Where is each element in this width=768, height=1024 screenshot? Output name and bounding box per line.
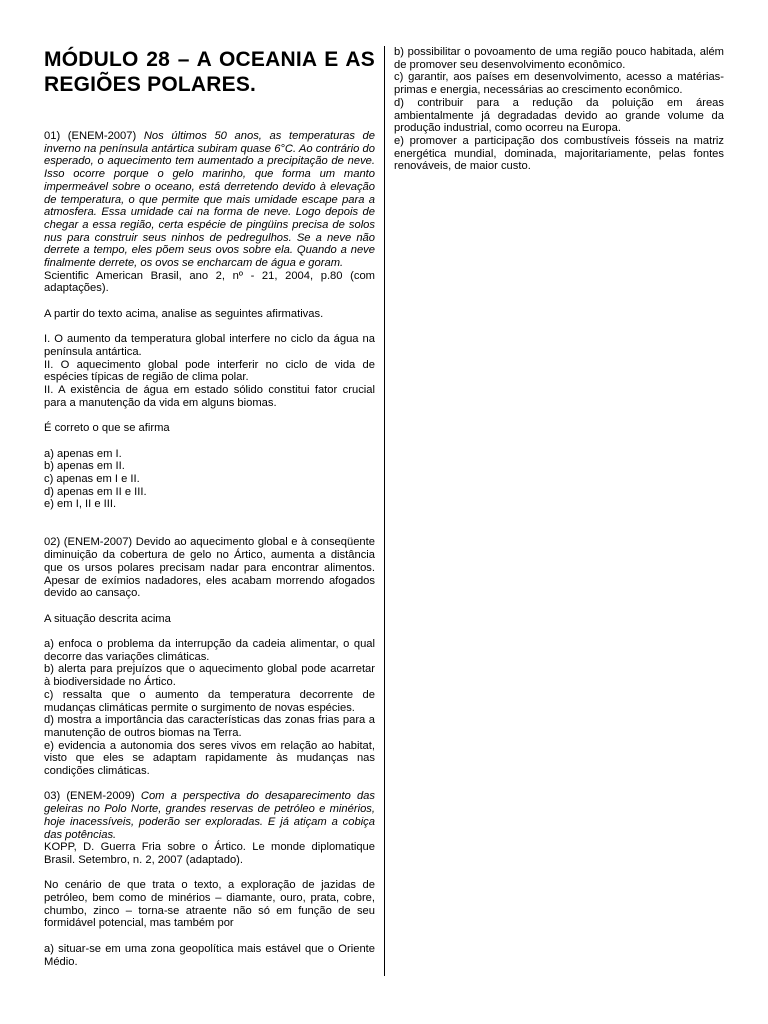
question-1-option-d: d) apenas em II e III. [44, 485, 147, 498]
question-2-option-c: c) ressalta que o aumento da temperatura decorrente de mudanças climáticas permite o surgimento de novas espécies. [44, 688, 375, 714]
page-title: MÓDULO 28 – A OCEANIA E AS REGIÕES POLARES. [44, 48, 375, 96]
question-1-option-e: e) em I, II e III. [44, 498, 117, 511]
question-1-option-a: a) apenas em I. [44, 447, 122, 460]
question-1-prompt: A partir do texto acima, analise as seguintes afirmativas. [44, 307, 324, 320]
question-3-option-b: b) possibilitar o povoamento de uma região pouco habitada, além de promover seu desenvolvimento econômico. [394, 46, 724, 71]
statement-2: II. O aquecimento global pode interferir no ciclo de vida de espécies típicas de região de clima polar. [44, 358, 375, 384]
question-3-option-a: a) situar-se em uma zona geopolítica mais estável que o Oriente Médio. [44, 942, 375, 968]
question-1-source: Scientific American Brasil, ano 2, nº - 21, 2004, p.80 (com adaptações). [44, 269, 375, 295]
question-1-lead: 01) (ENEM-2007) [44, 130, 144, 142]
question-1-option-b: b) apenas em II. [44, 460, 125, 473]
question-2-option-e: e) evidencia a autonomia dos seres vivos em relação ao habitat, visto que eles se adaptam rapidamente às mudanças nas condições climáticas. [44, 739, 375, 778]
question-2-option-a: a) enfoca o problema da interrupção da cadeia alimentar, o qual decorre das variações climáticas. [44, 638, 375, 663]
statement-3: II. A existência de água em estado sólido constitui fator crucial para a manutenção da vida em alguns biomas. [44, 384, 375, 409]
question-3-text [44, 790, 375, 841]
question-2-text: 02) (ENEM-2007) Devido ao aquecimento global e à conseqüente diminuição da cobertura de gelo no Ártico, aumenta a distância que os ursos polares precisam nadar para encontrar alimentos. Apesar de exímios nadadores, eles acabam morrendo afogados devido ao cansaço. [44, 536, 375, 600]
question-1-question: É correto o que se afirma [44, 422, 170, 435]
column-divider [384, 46, 385, 976]
statement-1: I. O aumento da temperatura global interfere no ciclo da água na península antártica. [44, 333, 375, 358]
left-column [44, 46, 375, 968]
right-column [394, 46, 724, 173]
question-3-option-e: e) promover a participação dos combustíveis fósseis na matriz energética mundial, dominada, majoritariamente, pelas fontes renováveis, de maior custo. [394, 134, 724, 173]
question-2-option-b: b) alerta para prejuízos que o aquecimento global pode acarretar à biodiversidade no Ártico. [44, 663, 375, 689]
question-3-option-c: c) garantir, aos países em desenvolvimento, acesso a matérias-primas e energia, necessárias ao crescimento econômico. [394, 71, 724, 97]
question-3-lead: 03) (ENEM-2009) [44, 790, 141, 803]
question-2-option-d: d) mostra a importância das características das zonas frias para a manutenção de outros biomas na Terra. [44, 714, 375, 739]
question-3-option-d: d) contribuir para a redução da poluição em áreas ambientalmente já degradadas devido ao grande volume da produção industrial, como ocorreu na Europa. [394, 96, 724, 135]
question-3-source: KOPP, D. Guerra Fria sobre o Ártico. Le monde diplomatique Brasil. Setembro, n. 2, 2007 (adaptado). [44, 841, 375, 866]
question-1-option-c: c) apenas em I e II. [44, 472, 140, 485]
question-3-passage: Com a perspectiva do desaparecimento das geleiras no Polo Norte, grandes reservas de petróleo e minérios, hoje inacessíveis, poderão ser exploradas. E já atiçam a cobiça das potências. [44, 790, 375, 841]
question-3-question: No cenário de que trata o texto, a exploração de jazidas de petróleo, bem como de minérios – diamante, ouro, prata, cobre, chumbo, zinco – torna-se atraente não só em função de seu formidável potencial, mas também por [44, 879, 375, 930]
question-2-question: A situação descrita acima [44, 612, 171, 625]
question-1-passage: Nos últimos 50 anos, as temperaturas de inverno na península antártica subiram quase 6°C. Ao contrário do esperado, o aquecimento tem aumentado a precipitação de neve. Isso ocorre porque o gelo marinho, que forma um manto impermeável sobre o oceano, está derretendo devido à elevação de temperatura, o que permite que mais umidade escape para a atmosfera. Essa umidade cai na forma de neve. Logo depois de chegar a essa região, certa espécie de pingüins precisa de solos nus para construir seus ninhos de pedregulhos. Se a neve não derrete a tempo, eles põem seus ovos sobre ela. Quando a neve finalmente derrete, os ovos se encharcam de água e goram. [44, 130, 375, 270]
question-1-text [44, 130, 375, 270]
